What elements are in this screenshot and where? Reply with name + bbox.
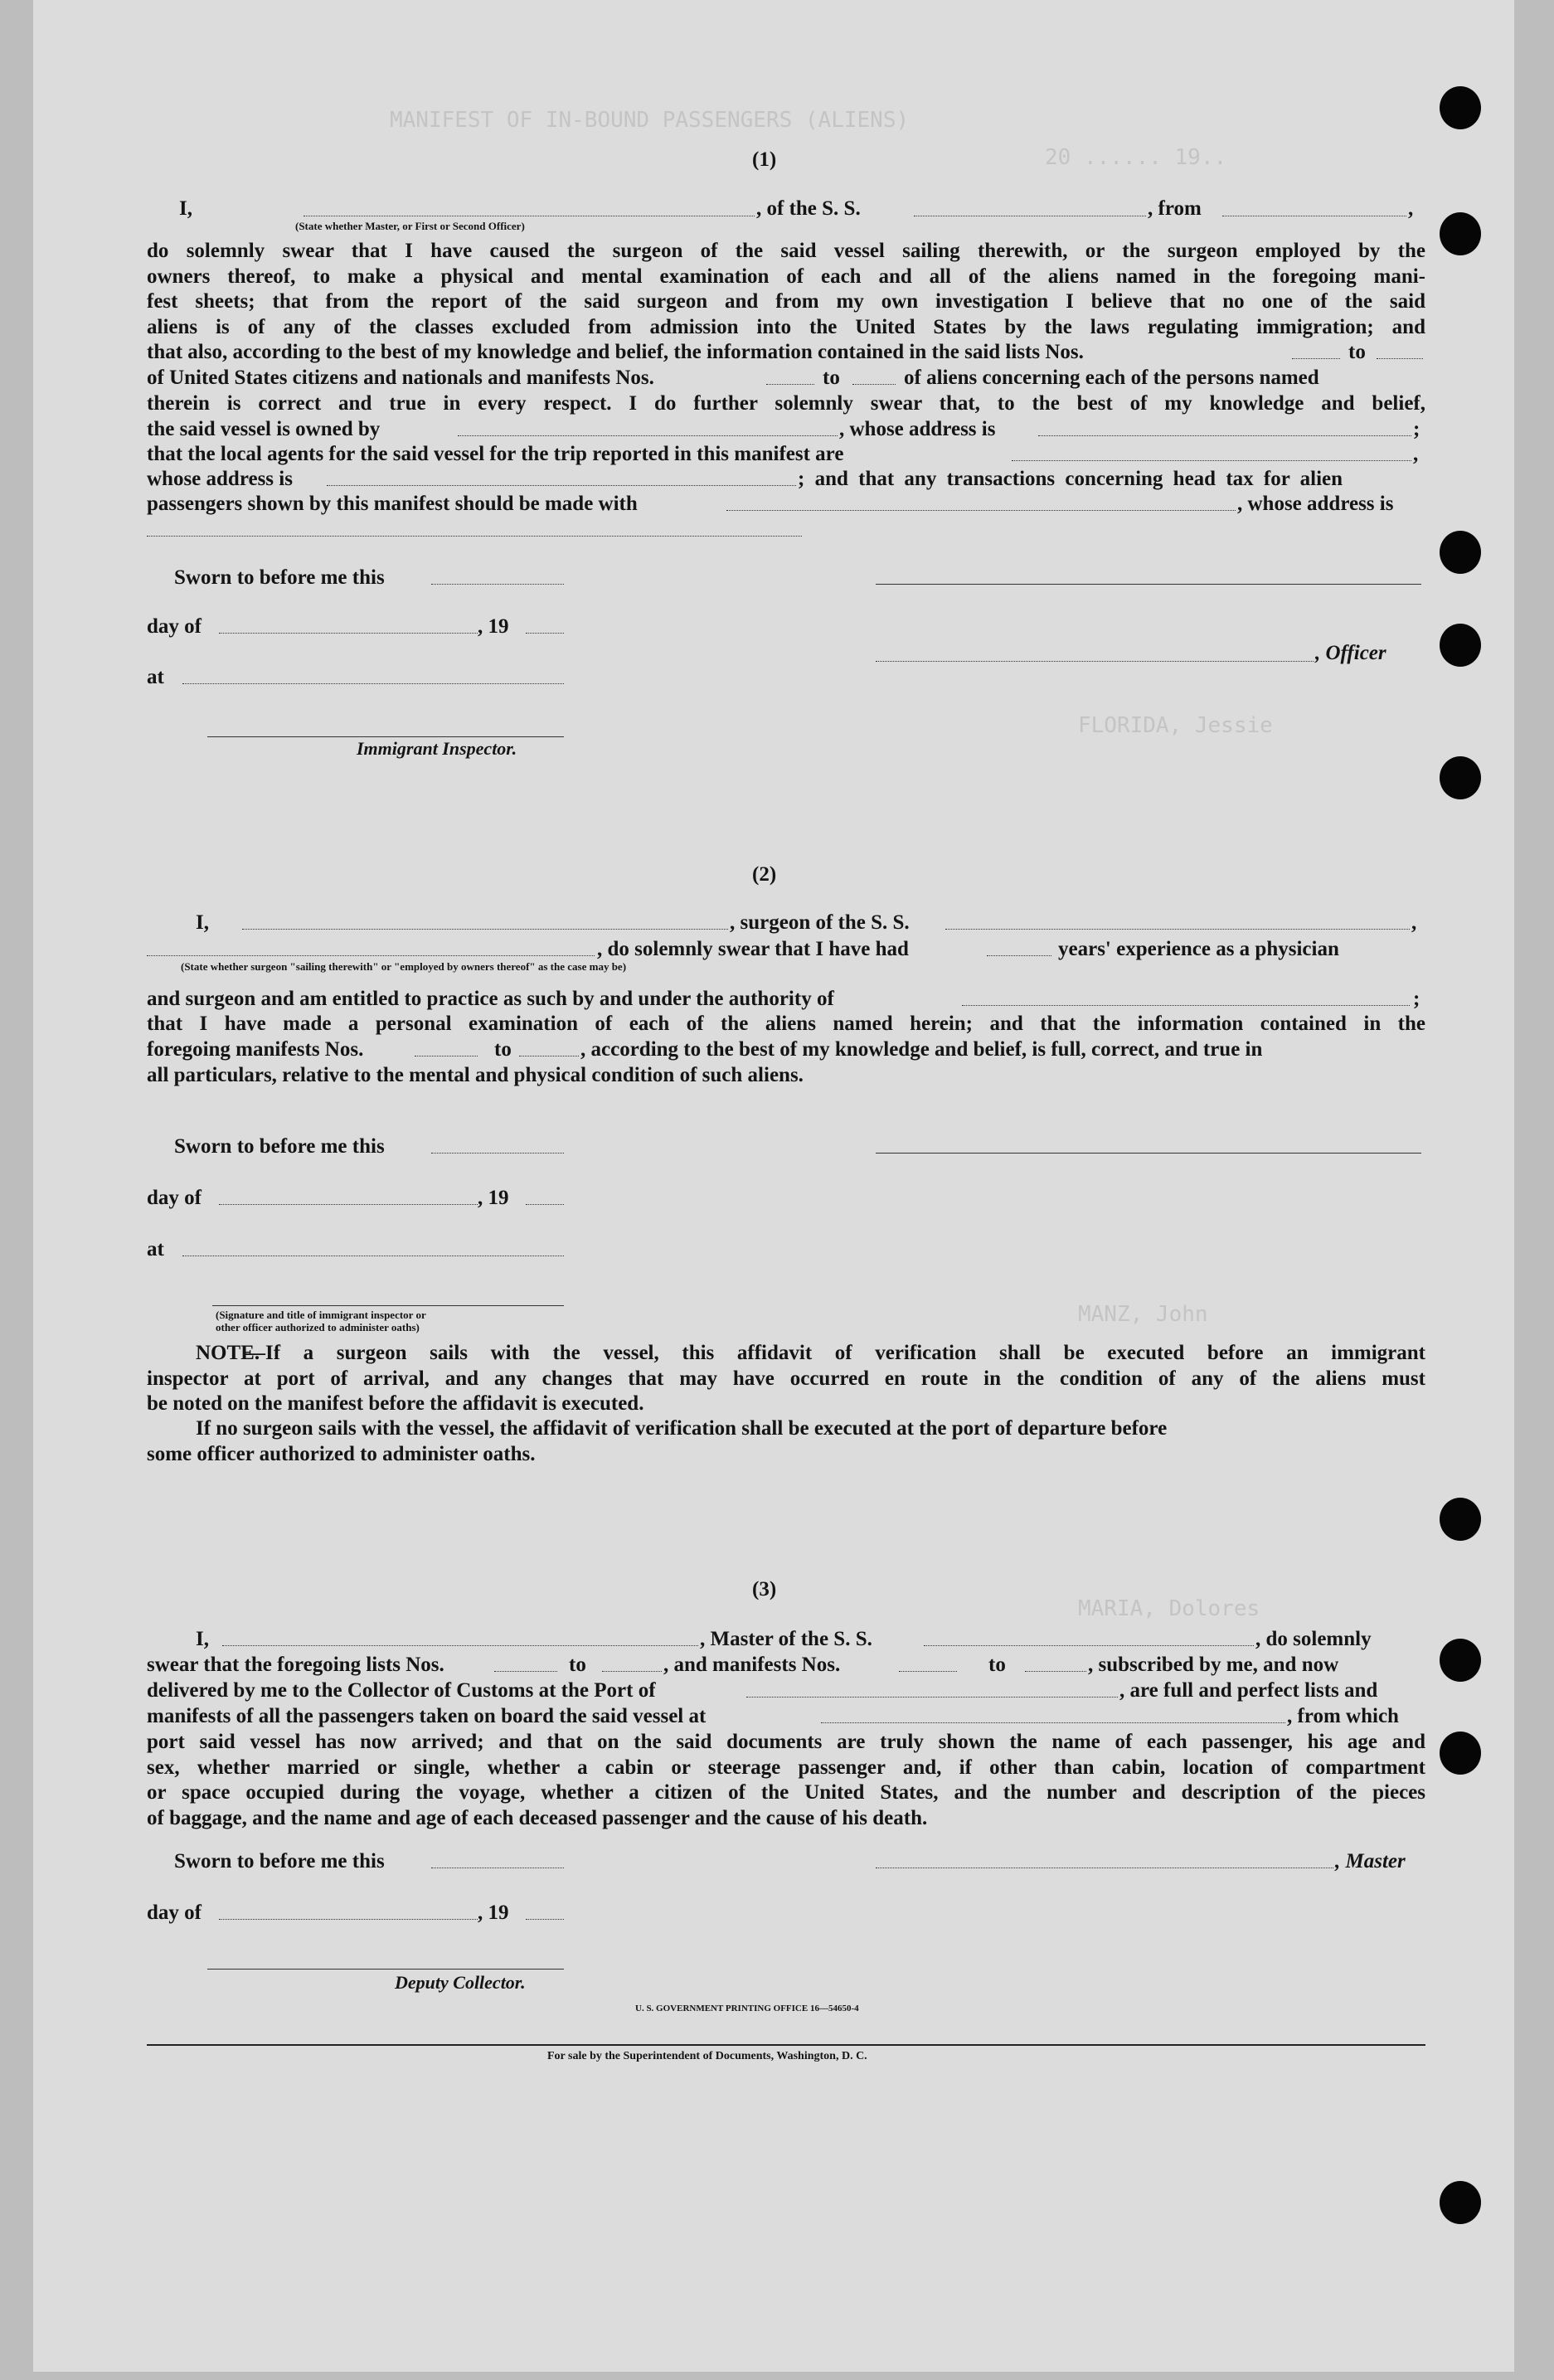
manifests-nos-from-blank[interactable] (766, 384, 814, 385)
bleed-text: FLORIDA, Jessie (1078, 713, 1273, 738)
at-label: at (147, 1238, 164, 1260)
authority-blank[interactable] (962, 1005, 1410, 1006)
sworn-label: Sworn to before me this (174, 1850, 385, 1872)
punch-hole (1440, 1639, 1481, 1682)
years-blank[interactable] (987, 955, 1051, 956)
comma: , (1408, 197, 1414, 220)
year-blank[interactable] (526, 1204, 564, 1205)
manifests-to-blank[interactable] (1025, 1671, 1086, 1672)
sworn-label: Sworn to before me this (174, 566, 385, 589)
year-label: , 19 (478, 1902, 509, 1924)
all-particulars-text: all particulars, relative to the mental and physical condition of such aliens. (147, 1064, 804, 1086)
section-2-number: (2) (752, 863, 777, 886)
comma: , (1411, 911, 1417, 934)
printing-office-line: U. S. GOVERNMENT PRINTING OFFICE 16—54650-4 (635, 2004, 859, 2013)
owner-blank[interactable] (458, 435, 838, 436)
port-blank[interactable] (746, 1697, 1118, 1698)
years-experience-text: years' experience as a physician (1058, 938, 1339, 960)
officer-label: , Officer (1315, 642, 1386, 664)
inspector-label: Immigrant Inspector. (357, 738, 517, 759)
to-label: to (988, 1654, 1006, 1676)
local-agents-blank[interactable] (1012, 460, 1411, 461)
footer-rule (147, 2044, 1425, 2046)
paragraph-line: fest sheets; that from the report of the said surgeon and from my own investigation I believe that no one of the said (147, 290, 1425, 313)
signature-caption: (Signature and title of immigrant inspector or (216, 1309, 426, 1321)
section-2-i: I, (196, 911, 209, 934)
year-blank[interactable] (526, 633, 564, 634)
local-agents-label: that the local agents for the said vessel for the trip reported in this manifest are (147, 443, 844, 465)
punch-hole (1440, 624, 1481, 667)
manifests-nos-text: of United States citizens and nationals and manifests Nos. (147, 367, 654, 389)
at-label: at (147, 666, 164, 688)
whose-address-label: , whose address is (839, 418, 996, 440)
agent-address-blank[interactable] (327, 485, 796, 486)
section-1-i: I, (179, 197, 192, 220)
foregoing-nos-text: foregoing manifests Nos. (147, 1038, 364, 1061)
inspector-signature-line[interactable] (212, 1305, 564, 1306)
semicolon: ; (1413, 418, 1420, 440)
bleed-text: 20 ...... 19.. (1045, 145, 1227, 170)
to-label: to (569, 1654, 586, 1676)
master-ship-blank[interactable] (924, 1645, 1254, 1646)
sworn-day-blank[interactable] (431, 584, 564, 585)
day-of-label: day of (147, 1902, 202, 1924)
punch-hole (1440, 212, 1481, 255)
section-1-number: (1) (752, 148, 777, 171)
from-which-text: , from which (1287, 1705, 1399, 1727)
master-name-blank[interactable] (222, 1645, 698, 1646)
whose-address-label: whose address is (147, 468, 293, 490)
master-of-label: , Master of the S. S. (700, 1628, 872, 1650)
officer-signature-line[interactable] (876, 584, 1421, 585)
officer-name-blank[interactable] (876, 661, 1314, 662)
surgeon-status-caption: (State whether surgeon "sailing therewith" or "employed by owners thereof" as the case may be) (181, 960, 627, 973)
according-text: , according to the best of my knowledge and belief, is full, correct, and true in (580, 1038, 1263, 1061)
signature-caption: other officer authorized to administer oaths) (216, 1321, 420, 1333)
owner-address-blank[interactable] (1038, 435, 1411, 436)
subscribed-text: , subscribed by me, and now (1088, 1654, 1339, 1676)
surgeon-signature-line[interactable] (876, 1153, 1421, 1154)
for-sale-line: For sale by the Superintendent of Documents, Washington, D. C. (547, 2050, 867, 2062)
sworn-label: Sworn to before me this (174, 1135, 385, 1158)
paragraph-line: do solemnly swear that I have caused the surgeon of the said vessel sailing therewith, or the surgeon employed by the (147, 240, 1425, 262)
from-label: , from (1148, 197, 1202, 220)
at-place-blank[interactable] (182, 683, 564, 684)
lists-to-blank[interactable] (602, 1671, 662, 1672)
note-paragraph (147, 1341, 1425, 1417)
year-blank[interactable] (526, 1919, 564, 1920)
head-tax-address-blank[interactable] (147, 536, 802, 537)
lists-from-blank[interactable] (494, 1671, 557, 1672)
and-surgeon-text: and surgeon and am entitled to practice as such by and under the authority of (147, 988, 834, 1010)
note-line: be noted on the manifest before the affidavit is executed. (147, 1392, 644, 1415)
boarding-port-blank[interactable] (821, 1722, 1285, 1723)
lists-nos-text: that also, according to the best of my knowledge and belief, the information contained in the said lists Nos. (147, 341, 1084, 363)
lists-nos-to-blank[interactable] (1377, 358, 1423, 359)
to-label: to (1348, 341, 1366, 363)
head-tax-text: ; and that any transactions concerning head tax for alien (798, 468, 1343, 490)
month-blank[interactable] (219, 633, 478, 634)
owned-by-label: the said vessel is owned by (147, 418, 381, 440)
note-line: inspector at port of arrival, and any changes that may have occurred en route in the condition of any of the aliens must (147, 1367, 1425, 1390)
section-3-i: I, (196, 1628, 209, 1650)
and-manifests-text: , and manifests Nos. (663, 1654, 841, 1676)
paragraph-line: aliens is of any of the classes excluded from admission into the United States by the laws regulating immigration; and (147, 315, 1425, 338)
manifests-nos-to-blank[interactable] (852, 384, 896, 385)
year-label: , 19 (478, 1187, 509, 1209)
paragraph-line: owners thereof, to make a physical and mental examination of each and all of the aliens named in the foregoing mani- (147, 265, 1425, 288)
deputy-signature-line[interactable] (207, 1969, 564, 1970)
paragraph-line: that I have made a personal examination of each of the aliens named herein; and that the information contained in the (147, 1013, 1425, 1035)
bleed-text: MANZ, John (1078, 1302, 1208, 1327)
punch-hole (1440, 1498, 1481, 1541)
manifests-of-text: manifests of all the passengers taken on board the said vessel at (147, 1705, 707, 1727)
paragraph-line: therein is correct and true in every respect. I do further solemnly swear that, to the best of my knowledge and belief, (147, 392, 1425, 415)
to-label: to (823, 367, 840, 389)
paragraph-line: of baggage, and the name and age of each deceased passenger and the cause of his death. (147, 1806, 928, 1829)
paragraph-line: or space occupied during the voyage, whether a citizen of the United States, and the number and description of the pieces (147, 1781, 1425, 1804)
section-3-paragraph (147, 1730, 1425, 1831)
surgeon-of-label: , surgeon of the S. S. (730, 911, 910, 934)
month-blank[interactable] (219, 1204, 478, 1205)
punch-hole (1440, 2181, 1481, 2224)
do-solemnly-text: , do solemnly (1255, 1628, 1372, 1650)
punch-hole (1440, 1732, 1481, 1775)
to-label: to (494, 1038, 512, 1061)
paragraph-line: sex, whether married or single, whether a cabin or steerage passenger and, if other than cabin, location of compartment (147, 1756, 1425, 1779)
month-blank[interactable] (219, 1919, 478, 1920)
sworn-day-blank[interactable] (431, 1153, 564, 1154)
paragraph-line: port said vessel has now arrived; and that on the said documents are truly shown the name of each passenger, his age and (147, 1731, 1425, 1753)
note-label-text: NOTE. (196, 1342, 260, 1364)
bleed-text: MARIA, Dolores (1078, 1596, 1260, 1621)
head-tax-agent-blank[interactable] (726, 510, 1236, 511)
year-label: , 19 (478, 615, 509, 638)
day-of-label: day of (147, 615, 202, 638)
lists-nos-from-blank[interactable] (1292, 358, 1340, 359)
note-line: If no surgeon sails with the vessel, the affidavit of verification shall be executed at the port of departure before (196, 1417, 1168, 1440)
passengers-shown-text: passengers shown by this manifest should be made with (147, 493, 638, 515)
punch-hole (1440, 86, 1481, 129)
whose-address-label: , whose address is (1237, 493, 1394, 515)
punch-hole (1440, 531, 1481, 574)
surgeon-ship-blank[interactable] (945, 929, 1410, 930)
document-page (33, 0, 1514, 2372)
swear-that-text: swear that the foregoing lists Nos. (147, 1654, 444, 1676)
do-solemnly-text: , do solemnly swear that I have had (597, 938, 909, 960)
delivered-text: delivered by me to the Collector of Customs at the Port of (147, 1679, 656, 1702)
section-3-number: (3) (752, 1578, 777, 1600)
are-full-text: , are full and perfect lists and (1119, 1679, 1378, 1702)
surgeon-status-blank[interactable] (147, 955, 595, 956)
surgeon-name-blank[interactable] (242, 929, 728, 930)
note-line: some officer authorized to administer oaths. (147, 1443, 536, 1465)
section-1-paragraph (147, 239, 1425, 340)
manifests-from-blank[interactable] (899, 1671, 957, 1672)
bleed-text: MANIFEST OF IN-BOUND PASSENGERS (ALIENS) (390, 108, 910, 133)
officer-title-caption: (State whether Master, or First or Second Officer) (295, 220, 525, 232)
of-ss-label: , of the S. S. (756, 197, 861, 220)
of-aliens-text: of aliens concerning each of the persons named (904, 367, 1319, 389)
comma: , (1413, 443, 1419, 465)
semicolon: ; (1413, 988, 1420, 1010)
deputy-collector-label: Deputy Collector. (395, 1972, 526, 1993)
section-2-paragraph (147, 1012, 1425, 1037)
day-of-label: day of (147, 1187, 202, 1209)
punch-hole (1440, 756, 1481, 799)
note-line: —If a surgeon sails with the vessel, this affidavit of verification shall be executed before an immigrant (245, 1342, 1425, 1364)
master-label: , Master (1335, 1850, 1406, 1872)
section-1-paragraph-2 (147, 391, 1425, 417)
